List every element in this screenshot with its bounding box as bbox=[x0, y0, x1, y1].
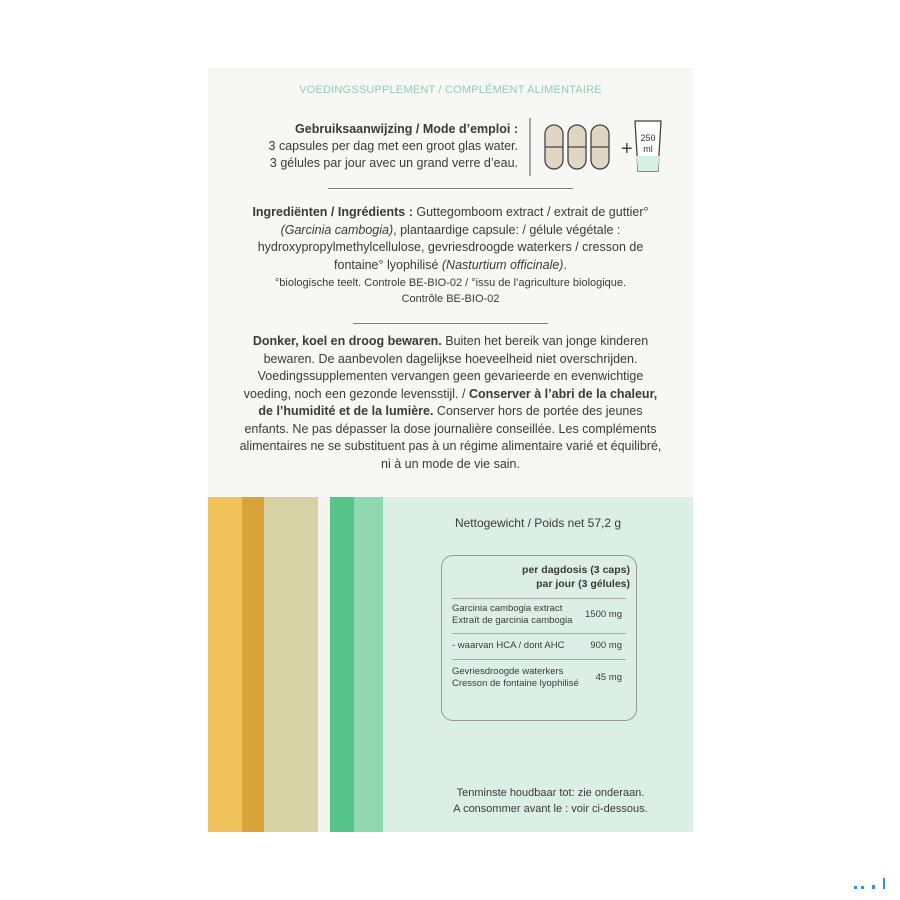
organic-note-line: Contrôle BE-BIO-02 bbox=[401, 293, 500, 305]
usage-line-nl: 3 capsules per dag met een groot glas water. bbox=[268, 139, 518, 153]
package-text-area bbox=[208, 68, 693, 497]
ingredients-heading: Ingrediënten / Ingrédients : bbox=[252, 205, 413, 219]
usage-instructions bbox=[228, 121, 518, 172]
organic-notes bbox=[238, 275, 663, 307]
row-value: 900 mg bbox=[590, 640, 622, 651]
organic-note-line: °biologische teelt. Controle BE-BIO-02 / °issu de l’agriculture biologique. bbox=[274, 277, 627, 289]
section-divider bbox=[353, 323, 548, 324]
table-row bbox=[452, 640, 626, 654]
storage-bold-nl: Donker, koel en droog bewaren. bbox=[252, 334, 442, 348]
table-row bbox=[452, 603, 626, 627]
stripe-khaki bbox=[264, 497, 318, 832]
corner-logo-mark bbox=[852, 876, 892, 892]
row-value: 45 mg bbox=[595, 672, 622, 683]
row-value: 1500 mg bbox=[585, 609, 622, 620]
storage-text-fr: Conserver hors de portée des jeunes enfants. Ne pas dépasser la dose journalière conseillée. Les compléments alimentaires ne se substituent pas à un régime alimentaire varié et équilibré, ni à un mode de vie sain. bbox=[239, 404, 662, 471]
package-back-panel bbox=[208, 68, 693, 832]
product-category-header: VOEDINGSSUPPLEMENT / COMPLÉMENT ALIMENTAIRE bbox=[299, 84, 602, 96]
usage-line-fr: 3 gélules par jour avec un grand verre d’eau. bbox=[269, 156, 518, 170]
plus-sign: + bbox=[621, 138, 633, 160]
capsule-icon bbox=[545, 125, 563, 169]
stripe-amber bbox=[242, 497, 264, 832]
ingredients-latin-name: (Nasturtium officinale) bbox=[441, 257, 564, 272]
table-row-divider bbox=[452, 659, 626, 660]
ingredients-text: . bbox=[563, 257, 567, 272]
storage-bold-fr: Conserver à l’abri de la chaleur, de l’humidité et de la lumière. bbox=[258, 386, 658, 418]
best-before-line: A consommer avant le : voir ci-dessous. bbox=[453, 803, 648, 815]
capsule-icon bbox=[568, 125, 586, 169]
glass-unit: ml bbox=[643, 144, 653, 154]
capsule-icon bbox=[591, 125, 609, 169]
header-line: per dagdosis (3 caps) bbox=[522, 564, 630, 576]
header-line: par jour (3 gélules) bbox=[536, 578, 630, 590]
dosage-icons bbox=[528, 116, 678, 178]
storage-text-nl: Buiten het bereik van jonge kinderen bewaren. De aanbevolen dagelijkse hoeveelheid niet overschrijden. Voedingssupplementen vervangen geen gevarieerde en evenwichtige voeding, noch een gezonde levensstijl. / bbox=[243, 334, 649, 401]
usage-heading: Gebruiksaanwijzing / Mode d’emploi : bbox=[295, 122, 518, 136]
ingredients-latin-name: (Garcinia cambogia) bbox=[280, 222, 394, 237]
stripe-green bbox=[330, 497, 354, 832]
stripe-mint bbox=[354, 497, 383, 832]
stripe-yellow bbox=[208, 497, 242, 832]
nutrition-panel bbox=[383, 497, 693, 832]
glass-amount: 250 bbox=[640, 133, 656, 143]
stripe-cream bbox=[318, 497, 330, 832]
section-divider bbox=[328, 188, 573, 189]
net-weight: Nettogewicht / Poids net 57,2 g bbox=[454, 516, 622, 530]
storage-warnings bbox=[238, 333, 663, 473]
nutrition-table-header bbox=[522, 563, 630, 591]
row-label: - waarvan HCA / dont AHC bbox=[452, 640, 565, 651]
best-before-note bbox=[383, 785, 718, 817]
ingredients-text: Guttegomboom extract / extrait de guttier° bbox=[416, 205, 649, 219]
table-row bbox=[452, 666, 626, 690]
row-label: Gevriesdroogde waterkers bbox=[452, 666, 564, 677]
table-row-divider bbox=[452, 633, 626, 634]
nutrition-table bbox=[441, 555, 637, 721]
ingredients-text: , plantaardige capsule: / gélule végétale : hydroxypropylmethylcellulose, gevriesdroogde waterkers / cresson de fontaine° lyophilisé bbox=[257, 222, 644, 272]
row-label: Garcinia cambogia extract bbox=[452, 603, 563, 614]
table-row-divider bbox=[452, 598, 626, 599]
row-label: Cresson de fontaine lyophilisé bbox=[452, 678, 579, 689]
best-before-line: Tenminste houdbaar tot: zie onderaan. bbox=[456, 787, 645, 799]
ingredients-section bbox=[238, 204, 663, 274]
row-label: Extraït de garcinia cambogia bbox=[452, 615, 573, 626]
